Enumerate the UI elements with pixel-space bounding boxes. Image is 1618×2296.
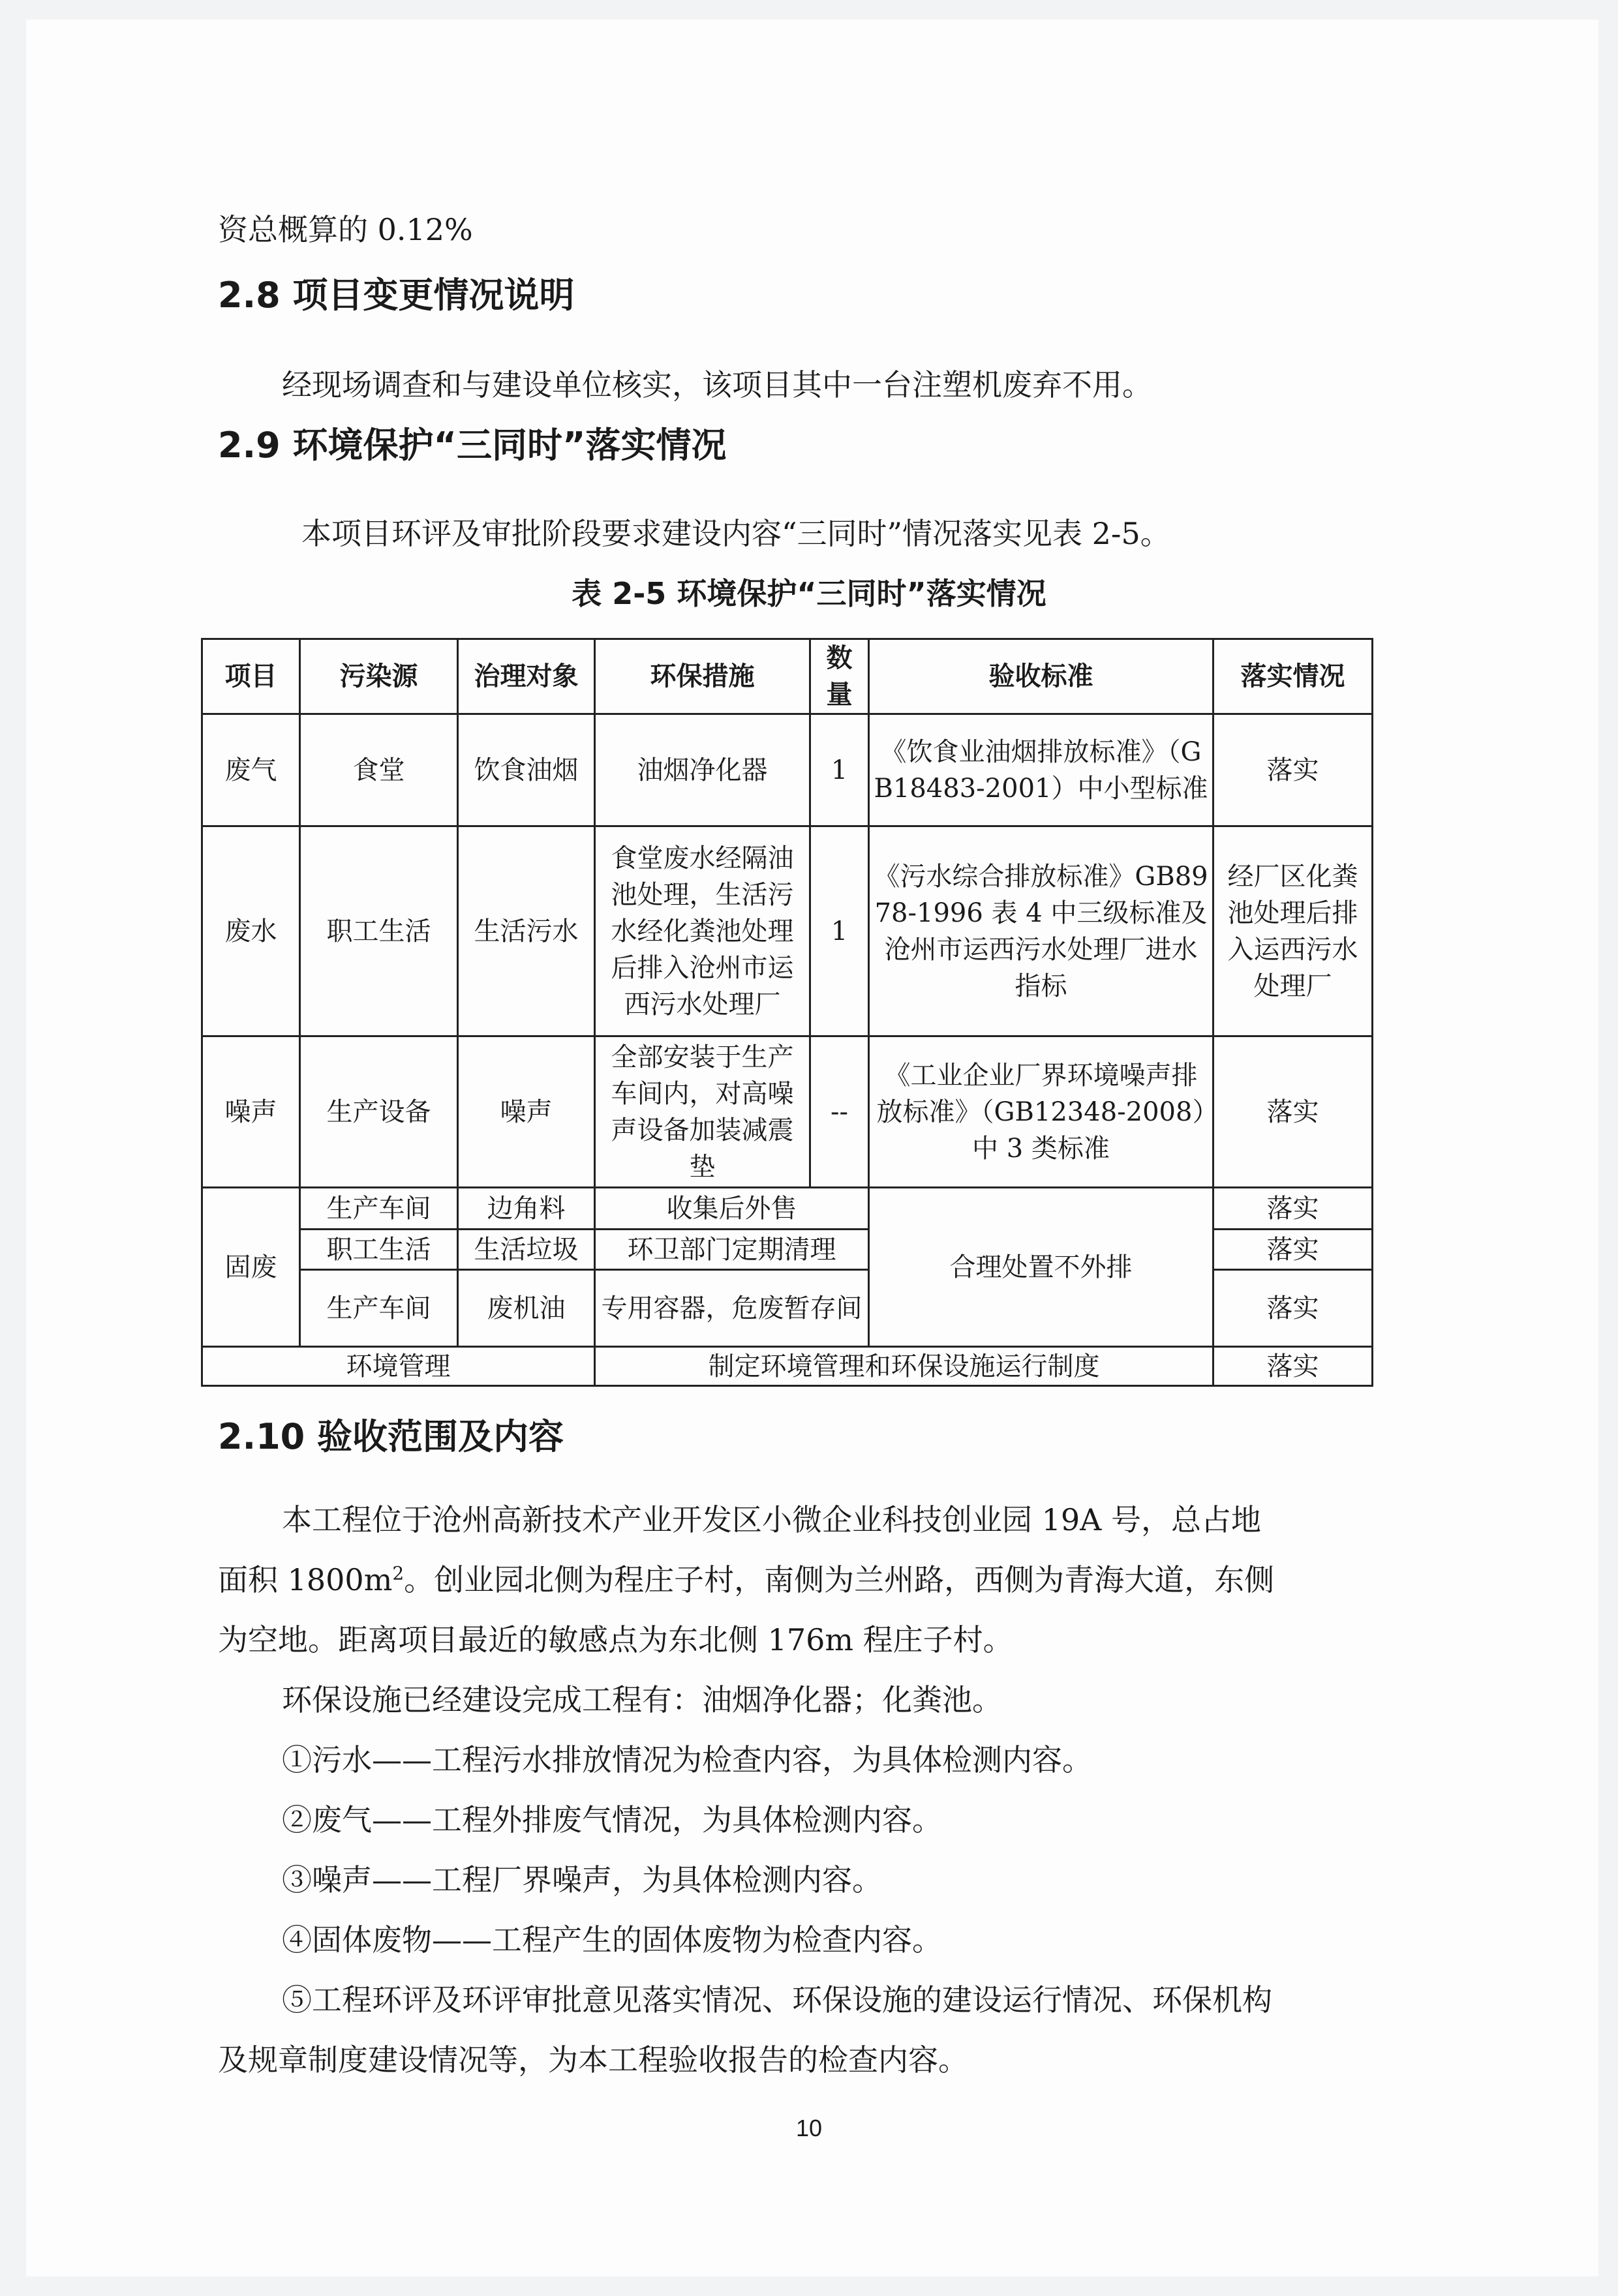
- scope-item-5-line2: 及规章制度建设情况等，为本工程验收报告的检查内容。: [218, 2042, 968, 2077]
- table-cell: 废水: [202, 826, 300, 1036]
- table-cell: 生产车间: [300, 1188, 458, 1230]
- section-2-10-p2: 环保设施已经建设完成工程有：油烟净化器；化粪池。: [282, 1682, 1002, 1717]
- header-cell: 环保措施: [595, 639, 810, 714]
- table-cell: 落实: [1214, 1036, 1373, 1188]
- scope-item-2: ②废气——工程外排废气情况，为具体检测内容。: [282, 1802, 942, 1837]
- section-2-9-title: 2.9 环境保护“三同时”落实情况: [218, 425, 727, 466]
- header-cell: 落实情况: [1214, 639, 1373, 714]
- table-caption: 表 2-5 环境保护“三同时”落实情况: [572, 576, 1046, 611]
- table-cell: 落实: [1214, 1230, 1373, 1270]
- section-2-10-p1-line2: [218, 1560, 1274, 1599]
- section-2-10-title: 2.10 验收范围及内容: [218, 1416, 564, 1457]
- table-cell: 职工生活: [300, 826, 458, 1036]
- table-row: [202, 826, 1373, 1036]
- scope-item-1: ①污水——工程污水排放情况为检查内容，为具体检测内容。: [282, 1742, 1092, 1777]
- table-cell: 《饮食业油烟排放标准》（GB18483-2001）中小型标准: [869, 714, 1214, 826]
- table-cell: 职工生活: [300, 1230, 458, 1270]
- table-cell: 合理处置不外排: [869, 1188, 1214, 1347]
- table-header-row: [202, 639, 1373, 714]
- scope-item-3: ③噪声——工程厂界噪声，为具体检测内容。: [282, 1862, 882, 1897]
- table-cell: 固废: [202, 1188, 300, 1347]
- scope-item-4: ④固体废物——工程产生的固体废物为检查内容。: [282, 1922, 942, 1957]
- table-cell: 噪声: [458, 1036, 595, 1188]
- header-cell: 项目: [202, 639, 300, 714]
- table-row: [202, 1188, 1373, 1230]
- table-cell: 噪声: [202, 1036, 300, 1188]
- table-row: [202, 714, 1373, 826]
- section-2-8-body: 经现场调查和与建设单位核实，该项目其中一台注塑机废弃不用。: [282, 367, 1152, 402]
- table-cell: 生产车间: [300, 1270, 458, 1347]
- table-cell: 1: [810, 714, 869, 826]
- table-cell: 落实: [1214, 1188, 1373, 1230]
- section-2-8-title: 2.8 项目变更情况说明: [218, 275, 575, 316]
- table-cell: --: [810, 1036, 869, 1188]
- header-cell: 污染源: [300, 639, 458, 714]
- table-cell: 全部安装于生产车间内，对高噪声设备加装减震垫: [595, 1036, 810, 1188]
- table-cell: 食堂: [300, 714, 458, 826]
- area-text: 面积 1800m: [218, 1562, 393, 1597]
- table-cell: 专用容器，危废暂存间: [595, 1270, 869, 1347]
- table-row: [202, 1347, 1373, 1386]
- table-cell: 落实: [1214, 714, 1373, 826]
- table-cell: 油烟净化器: [595, 714, 810, 826]
- table-cell: 废机油: [458, 1270, 595, 1347]
- table-cell: 生活垃圾: [458, 1230, 595, 1270]
- header-cell: 治理对象: [458, 639, 595, 714]
- section-2-10-p1-line3: 为空地。距离项目最近的敏感点为东北侧 176m 程庄子村。: [218, 1622, 1013, 1657]
- table-row: [202, 1036, 1373, 1188]
- table-cell: 《污水综合排放标准》GB8978-1996 表 4 中三级标准及沧州市运西污水处理厂进水指标: [869, 826, 1214, 1036]
- table-cell: 环卫部门定期清理: [595, 1230, 869, 1270]
- table-cell: 制定环境管理和环保设施运行制度: [595, 1347, 1214, 1386]
- section-2-10-p1-line1: 本工程位于沧州高新技术产业开发区小微企业科技创业园 19A 号，总占地: [282, 1502, 1261, 1537]
- table-cell: 1: [810, 826, 869, 1036]
- table-cell: 《工业企业厂界环境噪声排放标准》（GB12348-2008）中 3 类标准: [869, 1036, 1214, 1188]
- page-number: 10: [795, 2115, 823, 2141]
- table-cell: 生产设备: [300, 1036, 458, 1188]
- table-cell: 生活污水: [458, 826, 595, 1036]
- table-cell: 饮食油烟: [458, 714, 595, 826]
- intro-tail-text: 资总概算的 0.12%: [218, 212, 473, 247]
- superscript-two: 2: [392, 1562, 404, 1584]
- section-2-9-body: 本项目环评及审批阶段要求建设内容“三同时”情况落实见表 2-5。: [301, 516, 1170, 551]
- table-cell: 废气: [202, 714, 300, 826]
- header-cell: 数量: [810, 639, 869, 714]
- table-cell: 落实: [1214, 1347, 1373, 1386]
- table-cell: 落实: [1214, 1270, 1373, 1347]
- table-cell: 食堂废水经隔油池处理，生活污水经化粪池处理后排入沧州市运西污水处理厂: [595, 826, 810, 1036]
- header-cell: 验收标准: [869, 639, 1214, 714]
- scope-item-5-line1: ⑤工程环评及环评审批意见落实情况、环保设施的建设运行情况、环保机构: [282, 1982, 1272, 2017]
- three-simultaneous-table: [201, 638, 1373, 1387]
- location-text: 。创业园北侧为程庄子村，南侧为兰州路，西侧为青海大道，东侧: [404, 1562, 1275, 1597]
- table-cell: 经厂区化粪池处理后排入运西污水处理厂: [1214, 826, 1373, 1036]
- table-cell: 收集后外售: [595, 1188, 869, 1230]
- table-cell: 边角料: [458, 1188, 595, 1230]
- table-cell: 环境管理: [202, 1347, 595, 1386]
